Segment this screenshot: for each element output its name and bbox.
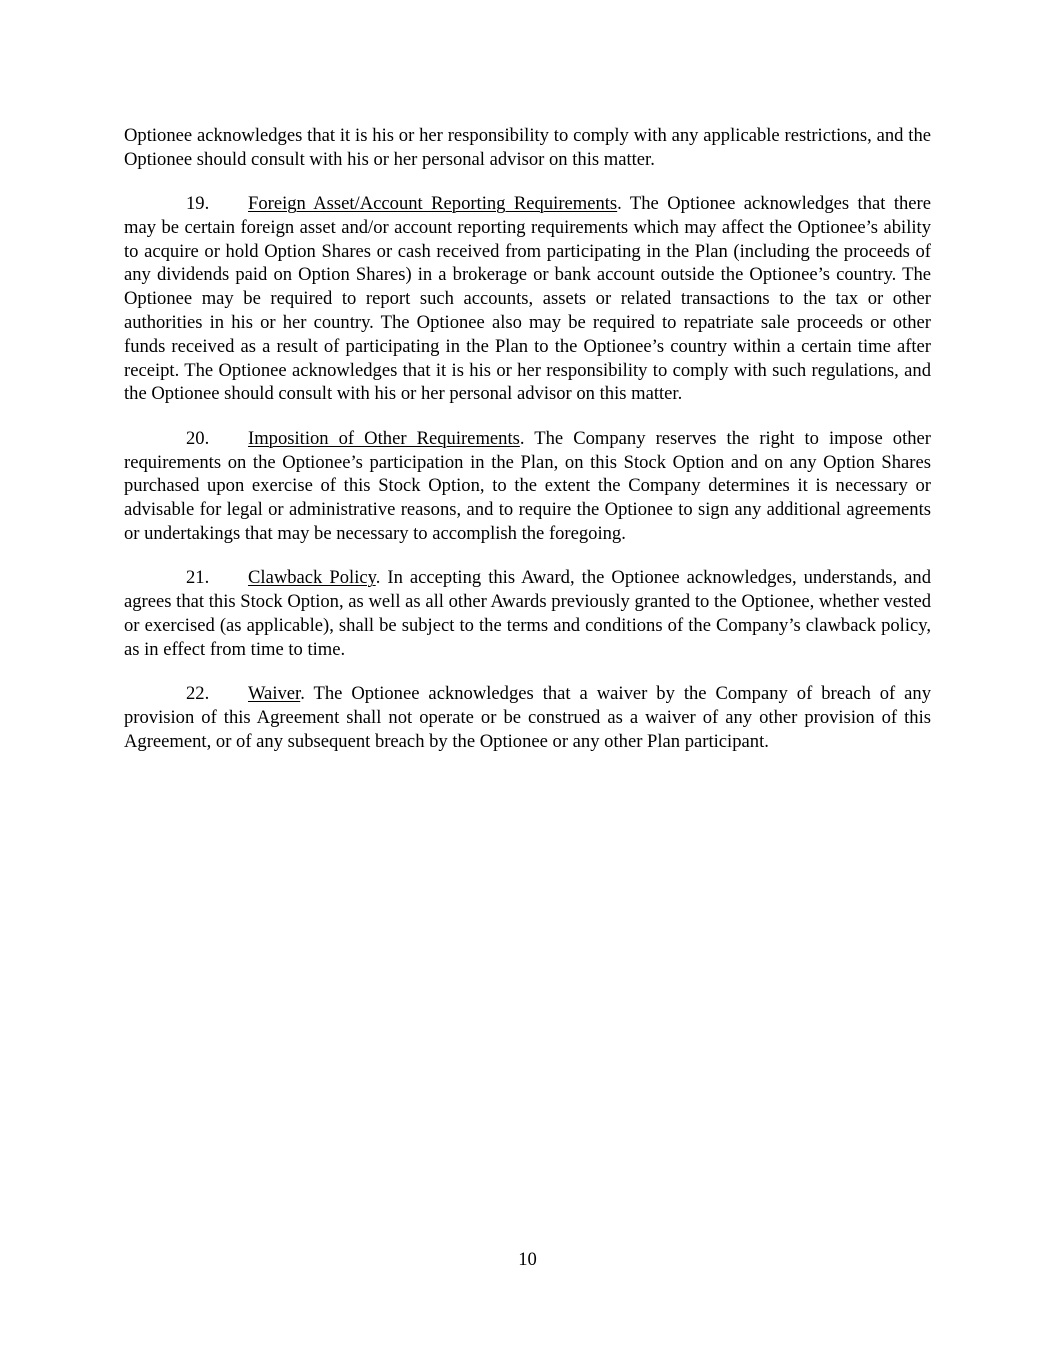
page-number: 10: [518, 1249, 537, 1270]
section-heading: Waiver: [248, 682, 301, 704]
continuation-paragraph: Optionee acknowledges that it is his or her responsibility to comply with any applicable restrictions, and the Optionee should consult with his or her personal advisor on this matter.: [124, 125, 931, 170]
section-21: [124, 566, 931, 661]
section-body: . The Optionee acknowledges that a waiver by the Company of breach of any provision of this Agreement shall not operate or be construed as a waiver of any other provision of this Agreement, or of any subsequent breach by the Optionee or any other Plan participant.: [124, 682, 931, 752]
section-22: [124, 682, 931, 753]
document-page: [124, 124, 931, 774]
section-number: 20.: [186, 427, 210, 449]
section-number: 19.: [186, 193, 210, 215]
section-body: . In accepting this Award, the Optionee acknowledges, understands, and agrees that this Stock Option, as well as all other Awards previously granted to the Optionee, whether vested or exercised (as applicable), shall be subject to the terms and conditions of the Company’s clawback policy, as in effect from time to time.: [124, 567, 931, 660]
section-body: . The Optionee acknowledges that there may be certain foreign asset and/or account reporting requirements which may affect the Optionee’s ability to acquire or hold Option Shares or cash received from participating in the Plan (including the proceeds of any dividends paid on Option Shares) in a brokerage or bank account outside the Optionee’s country. The Optionee may be required to report such accounts, assets or related transactions to the tax or other authorities in his or her country. The Optionee also may be required to repatriate sale proceeds or other funds received as a result of participating in the Plan to the Optionee’s country within a certain time after receipt. The Optionee acknowledges that it is his or her responsibility to comply with such regulations, and the Optionee should consult with his or her personal advisor on this matter.: [124, 193, 931, 405]
section-heading: Foreign Asset/Account Reporting Requirements: [248, 193, 618, 215]
section-number: 21.: [186, 567, 210, 589]
section-heading: Clawback Policy: [248, 567, 376, 589]
section-20: [124, 427, 931, 546]
section-body: . The Company reserves the right to impose other requirements on the Optionee’s participation in the Plan, on this Stock Option and on any Option Shares purchased upon exercise of this Stock Option, to the extent the Company determines it is necessary or advisable for legal or administrative reasons, and to require the Optionee to sign any additional agreements or undertakings that may be necessary to accomplish the foregoing.: [124, 427, 931, 544]
section-19: [124, 192, 931, 406]
section-number: 22.: [186, 682, 210, 704]
section-heading: Imposition of Other Requirements: [248, 427, 520, 449]
